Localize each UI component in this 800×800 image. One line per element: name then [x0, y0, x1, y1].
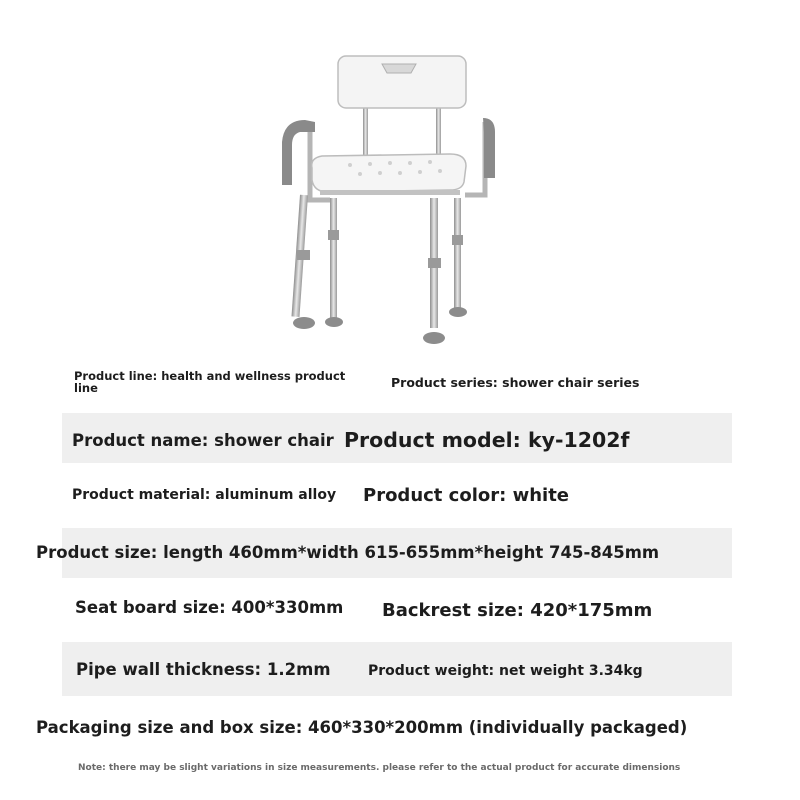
product-model-text: Product model: ky-1202f [344, 428, 630, 452]
product-material-text: Product material: aluminum alloy [72, 487, 337, 503]
pipe-wall-thickness-text: Pipe wall thickness: 1.2mm [76, 660, 331, 679]
seat-board-size-text: Seat board size: 400*330mm [75, 598, 344, 617]
backrest-size-text: Backrest size: 420*175mm [382, 600, 653, 621]
shower-chair-image [270, 50, 510, 350]
product-size-text: Product size: length 460mm*width 615-655mm*height 745-845mm [36, 543, 660, 562]
product-line-text: Product line: health and wellness product line [74, 369, 346, 395]
product-series-text: Product series: shower chair series [391, 375, 640, 390]
product-color-text: Product color: white [363, 485, 570, 506]
packaging-size-text: Packaging size and box size: 460*330*200mm (individually packaged) [36, 718, 688, 737]
disclaimer-note: Note: there may be slight variations in size measurements. please refer to the actual product for accurate dimensions [78, 763, 681, 773]
product-weight-text: Product weight: net weight 3.34kg [368, 663, 643, 679]
product-name-text: Product name: shower chair [72, 431, 334, 450]
